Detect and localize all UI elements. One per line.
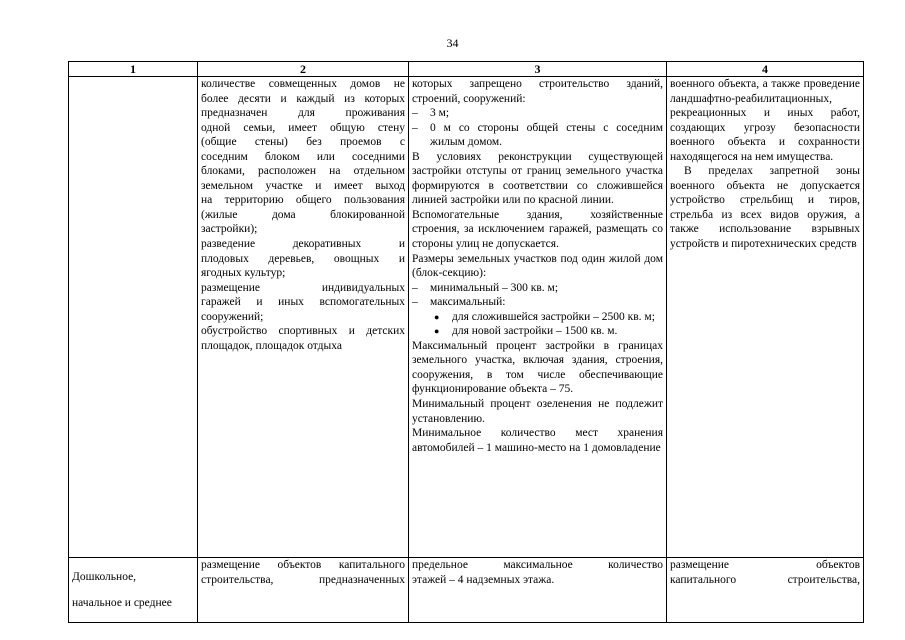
- text-line: этажей – 4 надземных этажа.: [412, 573, 555, 586]
- text-line: предназначен для проживания: [201, 107, 405, 120]
- text-line: сооружений;: [201, 310, 264, 323]
- text-line: одной семьи, имеет общую стену: [201, 121, 405, 134]
- column-header-4: 4: [667, 62, 864, 77]
- text-line: земельном участке и имеет выход: [201, 179, 405, 192]
- land-use-type-cell: [69, 558, 198, 623]
- text-line: Дошкольное,: [72, 570, 137, 583]
- text-line: строительства, предназначенных: [201, 573, 405, 586]
- text-line: гаражей и иных вспомогательных: [201, 296, 405, 309]
- page-number: 34: [446, 36, 459, 50]
- reconstruction-paragraph: В условиях реконструкции существующей застройки отступы от границ земельного участка формируются в соответствии со сложившейся линией застройки или по красной линии.: [412, 150, 663, 207]
- restrictions-cell: [667, 77, 864, 558]
- parameters-cell: [409, 77, 667, 558]
- text-line: количестве совмещенных домов не: [201, 78, 405, 90]
- table-header-row: [69, 62, 864, 77]
- table-row: [69, 558, 864, 623]
- text-line: (жилые дома блокированной: [201, 208, 405, 221]
- land-use-type-cell: [69, 77, 198, 558]
- restricted-zone-paragraph: В пределах запретной зоны военного объекта не допускается устройство стрельбищ и тиров, стрельба из всех видов оружия, а также использование взрывных устройств и пиротехнических средств: [670, 165, 860, 251]
- setback-item: – 3 м;: [412, 106, 663, 121]
- column-header-1: 1: [69, 62, 198, 77]
- auxiliary-buildings-paragraph: Вспомогательные здания, хозяйственные строения, за исключением гаражей, размещать со стороны улиц не допускается.: [412, 208, 663, 251]
- text-line: начальное и среднее: [72, 596, 172, 609]
- column-header-2: 2: [198, 62, 409, 77]
- min-greening-paragraph: Минимальный процент озеленения не подлежит установлению.: [412, 398, 663, 425]
- text-line: разведение декоративных и: [201, 238, 405, 251]
- restrictions-paragraph: военного объекта, а также проведение ландшафтно-реабилитационных, рекреационных и иных работ, создающих угрозу безопасности военного объекта и сохранности находящегося на нем имущества.: [670, 78, 860, 163]
- column-header-3: 3: [409, 62, 667, 77]
- text-line: ягодных культур;: [201, 267, 286, 280]
- text-line: плодовых деревьев, овощных и: [201, 252, 405, 265]
- parameters-cell: [409, 558, 667, 623]
- table-row: [69, 77, 864, 558]
- text-line: блоками, расположен на отдельном: [201, 165, 405, 178]
- plot-size-max: – максимальный:: [412, 295, 663, 310]
- permitted-use-description-cell: [198, 77, 409, 558]
- zoning-regulations-table: [68, 61, 864, 623]
- text-line: размещение объектов: [670, 559, 860, 571]
- text-line: застройки);: [201, 223, 258, 236]
- max-coverage-paragraph: Максимальный процент застройки в границах земельного участка, включая здания, строения, сооружения, в том числе обеспечивающие функционирование объекта – 75.: [412, 339, 663, 396]
- text-line: капитального строительства,: [670, 573, 860, 586]
- plot-size-max-item: ● для сложившейся застройки – 2500 кв. м;: [412, 310, 663, 325]
- text-line: на территорию общего пользования: [201, 194, 405, 207]
- permitted-use-description-cell: [198, 558, 409, 623]
- text-line: предельное максимальное количество: [412, 559, 663, 571]
- setback-intro: которых запрещено строительство зданий, строений, сооружений:: [412, 78, 663, 105]
- min-parking-paragraph: Минимальное количество мест хранения автомобилей – 1 машино-место на 1 домовладение: [412, 427, 663, 454]
- plot-size-min: – минимальный – 300 кв. м;: [412, 281, 663, 296]
- plot-sizes-intro: Размеры земельных участков под один жилой дом (блок-секцию):: [412, 252, 663, 280]
- text-line: обустройство спортивных и детских: [201, 325, 405, 338]
- restrictions-cell: [667, 558, 864, 623]
- text-line: более десяти и каждый из которых: [201, 92, 405, 105]
- text-line: соседним блоком или соседними: [201, 150, 405, 163]
- setback-item: – 0 м со стороны общей стены с соседним жилым домом.: [412, 121, 663, 150]
- text-line: размещение индивидуальных: [201, 281, 405, 294]
- text-line: площадок, площадок отдыха: [201, 339, 342, 352]
- text-line: (общие стены) без проемов с: [201, 136, 405, 149]
- text-line: размещение объектов капитального: [201, 559, 405, 571]
- plot-size-max-item: ● для новой застройки – 1500 кв. м.: [412, 324, 663, 339]
